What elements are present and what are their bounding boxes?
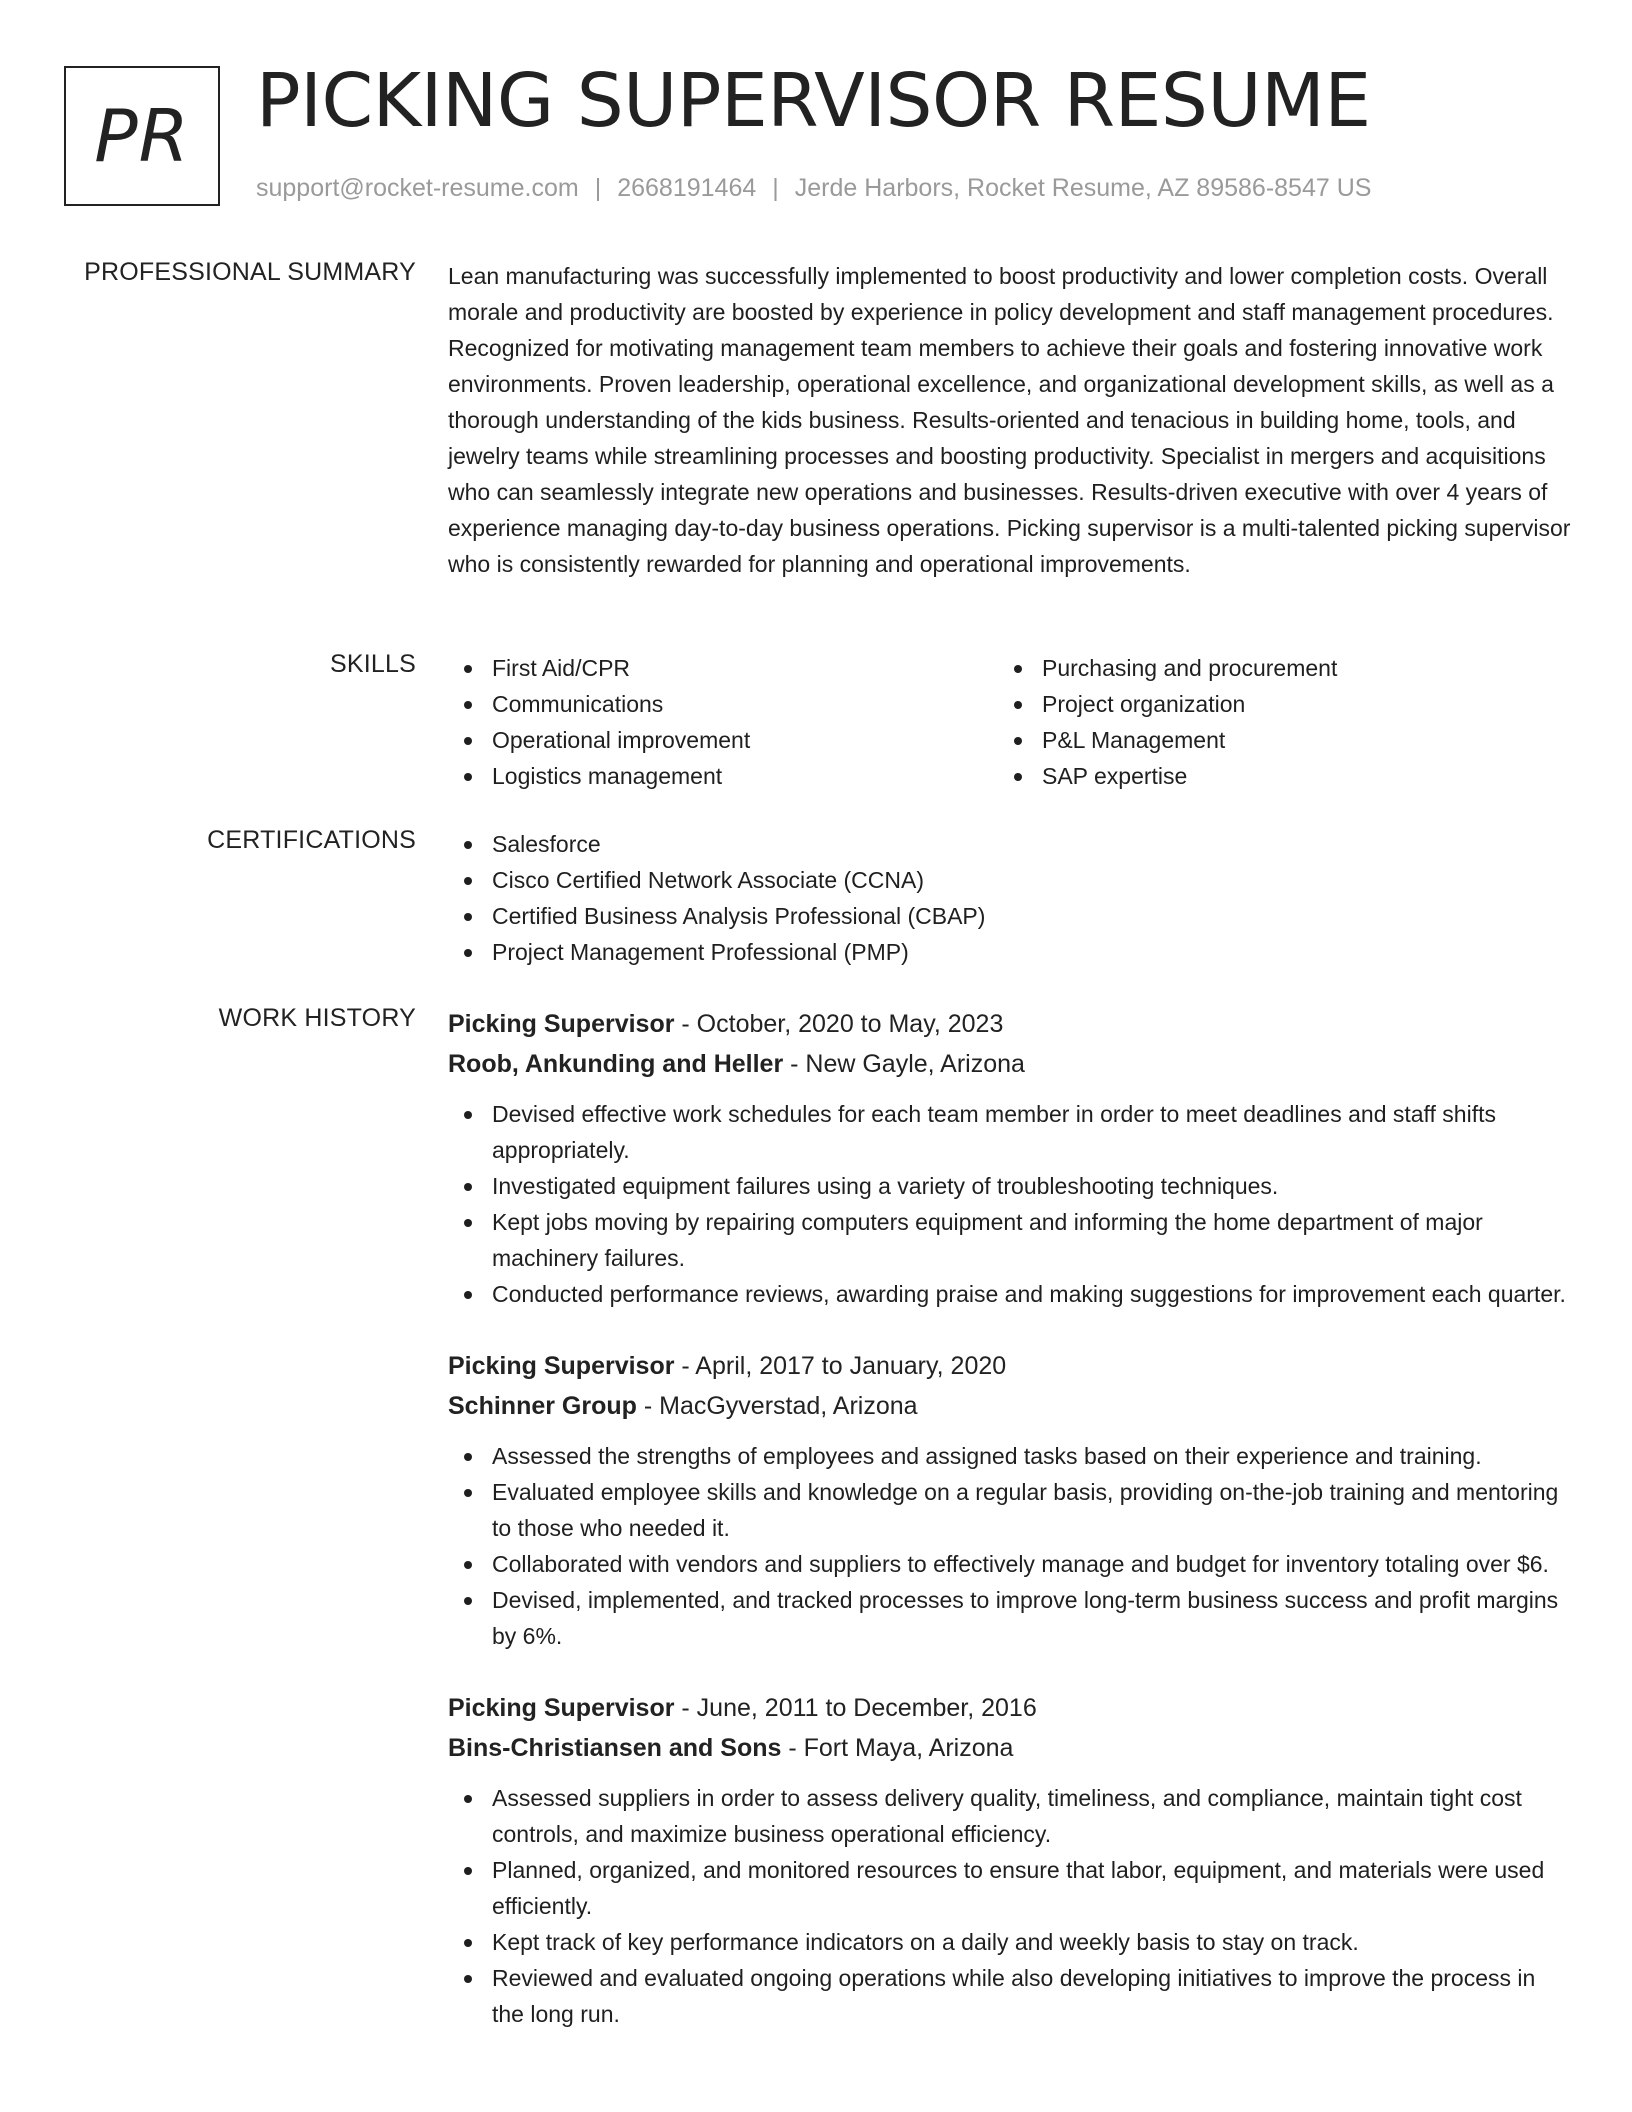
job-entry (448, 1688, 1572, 2032)
job-title: Picking Supervisor (448, 1352, 675, 1380)
summary-body (448, 258, 1572, 582)
job-title-line (448, 1688, 1572, 1728)
job-duty: Devised, implemented, and tracked processes to improve long-term business success and profit margins by 6%. (448, 1582, 1572, 1654)
summary-heading: PROFESSIONAL SUMMARY (84, 258, 416, 286)
job-title-line (448, 1346, 1572, 1386)
certifications-body (448, 826, 1572, 970)
job-company-line (448, 1044, 1572, 1084)
work-history-body (448, 1004, 1572, 2032)
skills-columns (448, 650, 1572, 794)
job-duties-list (448, 1438, 1572, 1654)
skill-item: Purchasing and procurement (998, 650, 1548, 686)
job-location: - New Gayle, Arizona (783, 1050, 1025, 1078)
skill-item: Operational improvement (448, 722, 998, 758)
job-location: - Fort Maya, Arizona (781, 1734, 1014, 1762)
job-duty: Conducted performance reviews, awarding praise and making suggestions for improvement each quarter. (448, 1276, 1572, 1312)
job-title: Picking Supervisor (448, 1010, 675, 1038)
job-duty: Devised effective work schedules for each team member in order to meet deadlines and staff shifts appropriately. (448, 1096, 1572, 1168)
job-company: Schinner Group (448, 1392, 637, 1420)
job-title-line (448, 1004, 1572, 1044)
certification-item: Certified Business Analysis Professional (CBAP) (448, 898, 1572, 934)
skill-item: Project organization (998, 686, 1548, 722)
certification-item: Cisco Certified Network Associate (CCNA) (448, 862, 1572, 898)
contact-separator: | (594, 174, 602, 202)
job-location: - MacGyverstad, Arizona (636, 1392, 918, 1420)
job-title: Picking Supervisor (448, 1694, 675, 1722)
job-duty: Evaluated employee skills and knowledge on a regular basis, providing on-the-job training and mentoring to those who needed it. (448, 1474, 1572, 1546)
job-company: Roob, Ankunding and Heller (448, 1050, 784, 1078)
skill-item: SAP expertise (998, 758, 1548, 794)
resume-title: PICKING SUPERVISOR RESUME (256, 58, 1371, 144)
job-duty: Investigated equipment failures using a variety of troubleshooting techniques. (448, 1168, 1572, 1204)
contact-email[interactable]: support@rocket-resume.com (256, 174, 579, 202)
work-history-heading: WORK HISTORY (218, 1004, 416, 1032)
job-duty: Assessed suppliers in order to assess delivery quality, timeliness, and compliance, maintain tight cost controls, and maximize business operational efficiency. (448, 1780, 1572, 1852)
skills-list-right (998, 650, 1548, 794)
job-duty: Collaborated with vendors and suppliers to effectively manage and budget for inventory totaling over $6. (448, 1546, 1572, 1582)
certification-item: Project Management Professional (PMP) (448, 934, 1572, 970)
job-duty: Kept jobs moving by repairing computers equipment and informing the home department of major machinery failures. (448, 1204, 1572, 1276)
summary-text: Lean manufacturing was successfully implemented to boost productivity and lower completion costs. Overall morale and productivity are boosted by experience in policy development and staff management procedures. Recognized for motivating management team members to achieve their goals and fostering innovative work environments. Proven leadership, operational excellence, and organizational development skills, as well as a thorough understanding of the kids business. Results-oriented and tenacious in building home, tools, and jewelry teams while streamlining processes and boosting productivity. Specialist in mergers and acquisitions who can seamlessly integrate new operations and businesses. Results-driven executive with over 4 years of experience managing day-to-day business operations. Picking supervisor is a multi-talented picking supervisor who is consistently rewarded for planning and operational improvements. (448, 263, 1571, 577)
job-duty: Reviewed and evaluated ongoing operations while also developing initiatives to improve the process in the long run. (448, 1960, 1572, 2032)
certifications-list (448, 826, 1572, 970)
skill-item: Communications (448, 686, 998, 722)
contact-separator: | (772, 174, 779, 202)
job-duty: Assessed the strengths of employees and assigned tasks based on their experience and training. (448, 1438, 1572, 1474)
contact-address: Jerde Harbors, Rocket Resume, AZ 89586-8547 US (794, 174, 1372, 202)
skill-item: P&L Management (998, 722, 1548, 758)
job-dates: - June, 2011 to December, 2016 (674, 1694, 1037, 1722)
job-company-line (448, 1728, 1572, 1768)
skills-list-left (448, 650, 998, 794)
job-entry (448, 1346, 1572, 1654)
job-duties-list (448, 1780, 1572, 2032)
skills-heading: SKILLS (330, 650, 416, 678)
job-entry (448, 1004, 1572, 1312)
job-company: Bins-Christiansen and Sons (448, 1734, 782, 1762)
skill-item: First Aid/CPR (448, 650, 998, 686)
certification-item: Salesforce (448, 826, 1572, 862)
job-dates: - April, 2017 to January, 2020 (674, 1352, 1007, 1380)
skill-item: Logistics management (448, 758, 998, 794)
contact-line (256, 174, 1371, 203)
job-duty: Planned, organized, and monitored resources to ensure that labor, equipment, and materials were used efficiently. (448, 1852, 1572, 1924)
job-duty: Kept track of key performance indicators on a daily and weekly basis to stay on track. (448, 1924, 1572, 1960)
job-duties-list (448, 1096, 1572, 1312)
job-company-line (448, 1386, 1572, 1426)
certifications-heading: CERTIFICATIONS (207, 826, 416, 854)
contact-phone[interactable]: 2668191464 (617, 174, 757, 202)
monogram-box (64, 66, 220, 206)
job-dates: - October, 2020 to May, 2023 (674, 1010, 1004, 1038)
monogram-initials: PR (94, 94, 190, 178)
